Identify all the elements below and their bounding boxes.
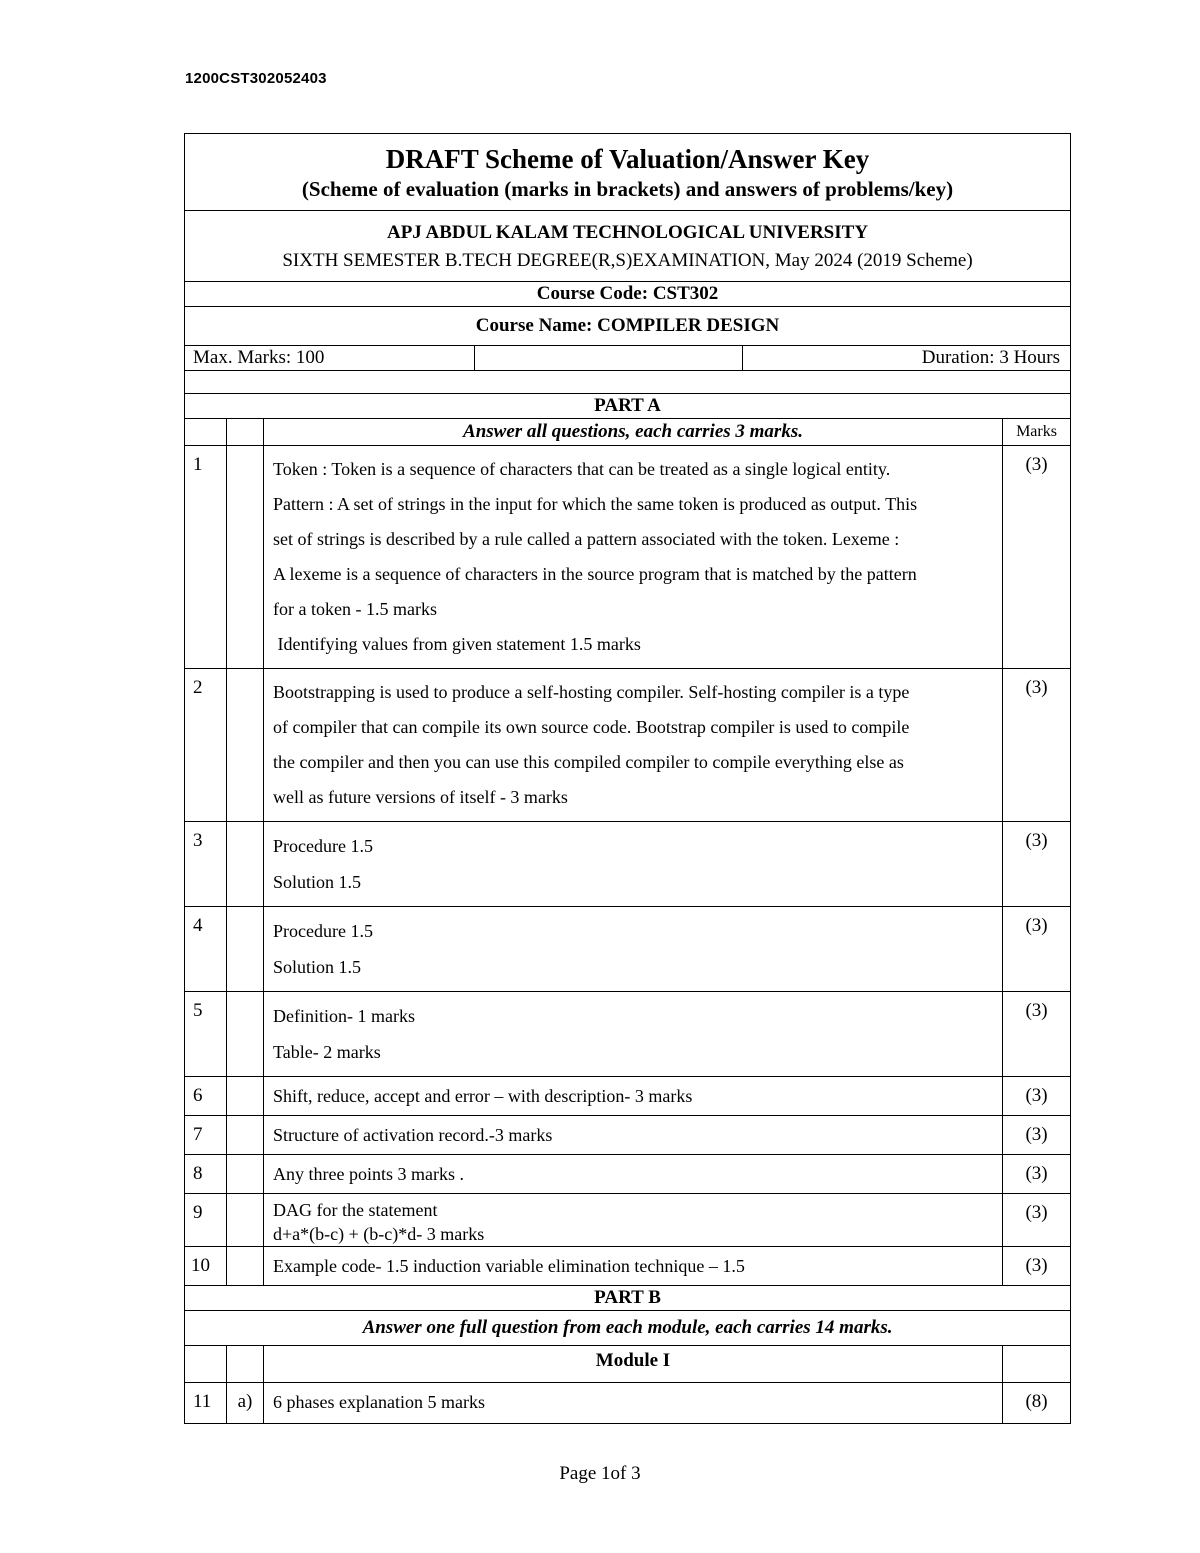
answer-line: 6 phases explanation 5 marks bbox=[273, 1391, 485, 1412]
document-title: DRAFT Scheme of Valuation/Answer Key bbox=[385, 144, 870, 174]
page-number: Page 1of 3 bbox=[559, 1463, 641, 1484]
sub-cell bbox=[227, 1246, 264, 1285]
answer-cell bbox=[264, 1115, 1003, 1154]
answer-line: Solution 1.5 bbox=[273, 956, 362, 977]
answer-cell bbox=[264, 1382, 1003, 1423]
question-row-9 bbox=[185, 1193, 1071, 1246]
sub-cell bbox=[227, 668, 264, 821]
question-marks: (3) bbox=[1003, 1115, 1071, 1154]
answer-line: A lexeme is a sequence of characters in the source program that is matched by the pattern bbox=[273, 563, 917, 584]
spacer-row bbox=[185, 371, 1071, 394]
marks-header: Marks bbox=[1003, 418, 1071, 445]
sub-cell bbox=[227, 1154, 264, 1193]
duration: Duration: 3 Hours bbox=[743, 346, 1071, 371]
sub-cell bbox=[227, 906, 264, 991]
question-row-7 bbox=[185, 1115, 1071, 1154]
answer-cell bbox=[264, 1154, 1003, 1193]
empty-cell bbox=[227, 1345, 264, 1382]
part-b-instruction: Answer one full question from each module, each carries 14 marks. bbox=[185, 1310, 1071, 1345]
question-marks: (3) bbox=[1003, 1193, 1071, 1246]
sub-cell bbox=[227, 1076, 264, 1115]
question-marks: (3) bbox=[1003, 991, 1071, 1076]
question-row-2 bbox=[185, 668, 1071, 821]
answer-cell bbox=[264, 1246, 1003, 1285]
answer-line: of compiler that can compile its own source code. Bootstrap compiler is used to compile bbox=[273, 716, 910, 737]
question-number: 9 bbox=[185, 1193, 227, 1246]
answer-line: Token : Token is a sequence of characters that can be treated as a single logical entity. bbox=[273, 458, 891, 479]
question-marks: (3) bbox=[1003, 821, 1071, 906]
question-marks: (3) bbox=[1003, 1076, 1071, 1115]
question-number: 11 bbox=[185, 1382, 227, 1423]
header-table bbox=[184, 133, 1071, 394]
answer-line: Shift, reduce, accept and error – with description- 3 marks bbox=[273, 1085, 693, 1106]
question-row-3 bbox=[185, 821, 1071, 906]
answer-line: set of strings is described by a rule called a pattern associated with the token. Lexeme : bbox=[273, 528, 900, 549]
exam-name: SIXTH SEMESTER B.TECH DEGREE(R,S)EXAMINATION, May 2024 (2019 Scheme) bbox=[282, 250, 973, 271]
question-number: 5 bbox=[185, 991, 227, 1076]
part-a-title: PART A bbox=[185, 393, 1071, 418]
sub-cell bbox=[227, 991, 264, 1076]
sub-cell bbox=[227, 1115, 264, 1154]
answer-cell bbox=[264, 906, 1003, 991]
question-number: 2 bbox=[185, 668, 227, 821]
answer-line: Any three points 3 marks . bbox=[273, 1163, 464, 1184]
answer-line: Example code- 1.5 induction variable elimination technique – 1.5 bbox=[273, 1255, 745, 1276]
answer-cell bbox=[264, 668, 1003, 821]
empty-cell bbox=[227, 418, 264, 445]
question-number: 10 bbox=[185, 1246, 227, 1285]
question-marks: (3) bbox=[1003, 445, 1071, 668]
empty-cell bbox=[185, 418, 227, 445]
empty-cell bbox=[1003, 1345, 1071, 1382]
title-cell bbox=[185, 134, 1071, 211]
answer-line: for a token - 1.5 marks bbox=[273, 598, 437, 619]
sub-question-label: a) bbox=[227, 1382, 264, 1423]
question-row-11 bbox=[185, 1382, 1071, 1423]
module-title: Module I bbox=[264, 1345, 1003, 1382]
empty-cell bbox=[185, 1345, 227, 1382]
sub-cell bbox=[227, 1193, 264, 1246]
answer-line: the compiler and then you can use this compiled compiler to compile everything else as bbox=[273, 751, 904, 772]
part-a-instruction: Answer all questions, each carries 3 marks. bbox=[264, 418, 1003, 445]
answer-cell bbox=[264, 1076, 1003, 1115]
course-name: Course Name: COMPILER DESIGN bbox=[185, 307, 1071, 346]
course-code: Course Code: CST302 bbox=[185, 282, 1071, 307]
answer-line: well as future versions of itself - 3 marks bbox=[273, 786, 568, 807]
answer-line: Procedure 1.5 bbox=[273, 835, 373, 856]
question-row-5 bbox=[185, 991, 1071, 1076]
question-number: 4 bbox=[185, 906, 227, 991]
question-marks: (3) bbox=[1003, 1246, 1071, 1285]
blank-cell bbox=[475, 346, 743, 371]
university-cell bbox=[185, 211, 1071, 282]
questions-table bbox=[184, 393, 1071, 1424]
answer-line: Procedure 1.5 bbox=[273, 920, 373, 941]
answer-line: Definition- 1 marks bbox=[273, 1005, 415, 1026]
answer-line: Structure of activation record.-3 marks bbox=[273, 1124, 553, 1145]
question-row-10 bbox=[185, 1246, 1071, 1285]
question-marks: (8) bbox=[1003, 1382, 1071, 1423]
answer-line: d+a*(b-c) + (b-c)*d- 3 marks bbox=[273, 1223, 485, 1244]
question-row-6 bbox=[185, 1076, 1071, 1115]
answer-line: Solution 1.5 bbox=[273, 871, 362, 892]
sub-cell bbox=[227, 821, 264, 906]
question-row-8 bbox=[185, 1154, 1071, 1193]
answer-line: Pattern : A set of strings in the input for which the same token is produced as output. This bbox=[273, 493, 918, 514]
answer-cell bbox=[264, 821, 1003, 906]
document-id: 1200CST302052403 bbox=[185, 70, 327, 87]
answer-line: Table- 2 marks bbox=[273, 1041, 381, 1062]
university-name: APJ ABDUL KALAM TECHNOLOGICAL UNIVERSITY bbox=[386, 222, 869, 243]
question-number: 8 bbox=[185, 1154, 227, 1193]
question-marks: (3) bbox=[1003, 906, 1071, 991]
part-b-title: PART B bbox=[185, 1285, 1071, 1310]
answer-line: DAG for the statement bbox=[273, 1199, 438, 1220]
question-number: 1 bbox=[185, 445, 227, 668]
question-marks: (3) bbox=[1003, 668, 1071, 821]
question-number: 3 bbox=[185, 821, 227, 906]
answer-cell bbox=[264, 991, 1003, 1076]
question-number: 6 bbox=[185, 1076, 227, 1115]
question-marks: (3) bbox=[1003, 1154, 1071, 1193]
question-row-4 bbox=[185, 906, 1071, 991]
answer-line: Identifying values from given statement 1.5 marks bbox=[273, 633, 641, 654]
sub-cell bbox=[227, 445, 264, 668]
max-marks: Max. Marks: 100 bbox=[185, 346, 475, 371]
answer-cell bbox=[264, 1193, 1003, 1246]
answer-key-frame bbox=[184, 133, 1070, 1424]
document-subtitle: (Scheme of evaluation (marks in brackets) and answers of problems/key) bbox=[301, 177, 954, 201]
question-number: 7 bbox=[185, 1115, 227, 1154]
answer-cell bbox=[264, 445, 1003, 668]
answer-line: Bootstrapping is used to produce a self-hosting compiler. Self-hosting compiler is a type bbox=[273, 681, 910, 702]
question-row-1 bbox=[185, 445, 1071, 668]
